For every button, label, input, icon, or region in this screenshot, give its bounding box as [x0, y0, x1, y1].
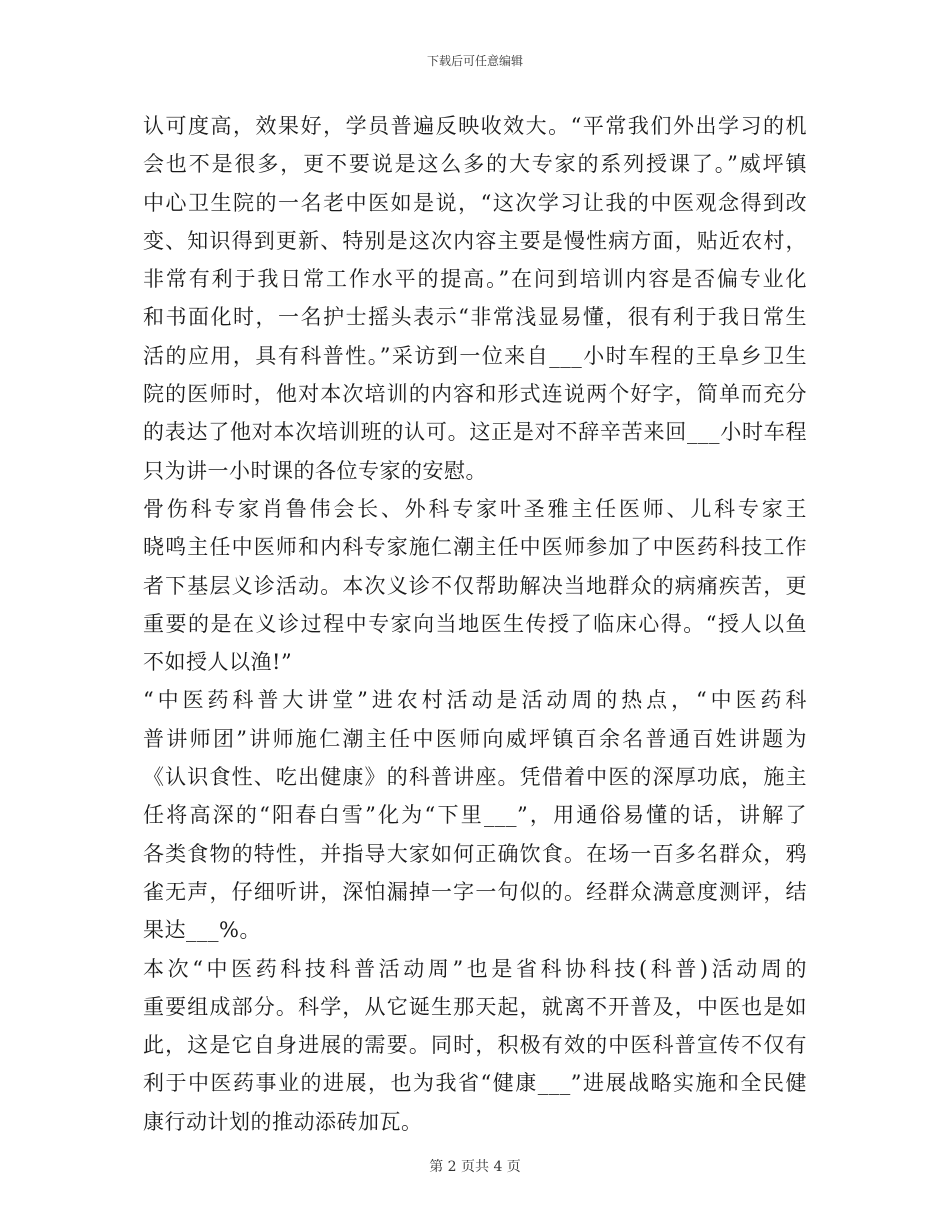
text-line: 只为讲一小时课的各位专家的安慰。	[143, 458, 487, 483]
text-line: 晓鸣主任中医师和内科专家施仁潮主任中医师参加了中医药科技工作	[143, 535, 807, 560]
text-line: 利于中医药事业的进展，也为我省“健康___”进展战略实施和全民健	[143, 1071, 807, 1096]
text-line: 中心卫生院的一名老中医如是说，“这次学习让我的中医观念得到改	[143, 190, 807, 215]
page-header: 下载后可任意编辑	[426, 54, 523, 68]
text-line: “中医药科普大讲堂”进农村活动是活动周的热点，“中医药科	[143, 688, 807, 713]
document-body	[143, 107, 807, 1141]
text-line: 不如授人以渔!”	[143, 650, 293, 675]
text-line: 普讲师团”讲师施仁潮主任中医师向威坪镇百余名普通百姓讲题为	[143, 726, 807, 751]
text-line: 本次“中医药科技科普活动周”也是省科协科技(科普)活动周的	[143, 956, 807, 981]
text-line: 果达___%。	[143, 918, 261, 943]
text-line: 骨伤科专家肖鲁伟会长、外科专家叶圣雅主任医师、儿科专家王	[143, 496, 807, 521]
text-line: 变、知识得到更新、特别是这次内容主要是慢性病方面，贴近农村，	[143, 228, 807, 253]
text-line: 者下基层义诊活动。本次义诊不仅帮助解决当地群众的病痛疾苦，更	[143, 573, 807, 598]
text-line: 重要组成部分。科学，从它诞生那天起，就离不开普及，中医也是如	[143, 994, 807, 1019]
text-line: 院的医师时，他对本次培训的内容和形式连说两个好字，简单而充分	[143, 382, 807, 407]
text-line: 的表达了他对本次培训班的认可。这正是对不辞辛苦来回___小时车程	[143, 420, 807, 445]
text-line: 会也不是很多，更不要说是这么多的大专家的系列授课了。”威坪镇	[143, 152, 807, 177]
text-line: 雀无声，仔细听讲，深怕漏掉一字一句似的。经群众满意度测评，结	[143, 879, 807, 904]
text-line: 非常有利于我日常工作水平的提高。”在问到培训内容是否偏专业化	[143, 267, 807, 292]
page-footer: 第 2 页共 4 页	[429, 1159, 521, 1175]
text-line: 《认识食性、吃出健康》的科普讲座。凭借着中医的深厚功底，施主	[143, 765, 807, 790]
text-line: 康行动计划的推动添砖加瓦。	[143, 1109, 423, 1134]
text-line: 和书面化时，一名护士摇头表示“非常浅显易懂，很有利于我日常生	[143, 305, 807, 330]
text-line: 重要的是在义诊过程中专家向当地医生传授了临床心得。“授人以鱼	[143, 611, 807, 636]
text-line: 各类食物的特性，并指导大家如何正确饮食。在场一百多名群众，鸦	[143, 841, 807, 866]
text-line: 认可度高，效果好，学员普遍反映收效大。“平常我们外出学习的机	[143, 114, 807, 138]
text-line: 此，这是它自身进展的需要。同时，积极有效的中医科普宣传不仅有	[143, 1033, 807, 1058]
text-line: 活的应用，具有科普性。”采访到一位来自___小时车程的王阜乡卫生	[143, 343, 807, 368]
text-line: 任将高深的“阳春白雪”化为“下里___”，用通俗易懂的话，讲解了	[143, 803, 807, 828]
